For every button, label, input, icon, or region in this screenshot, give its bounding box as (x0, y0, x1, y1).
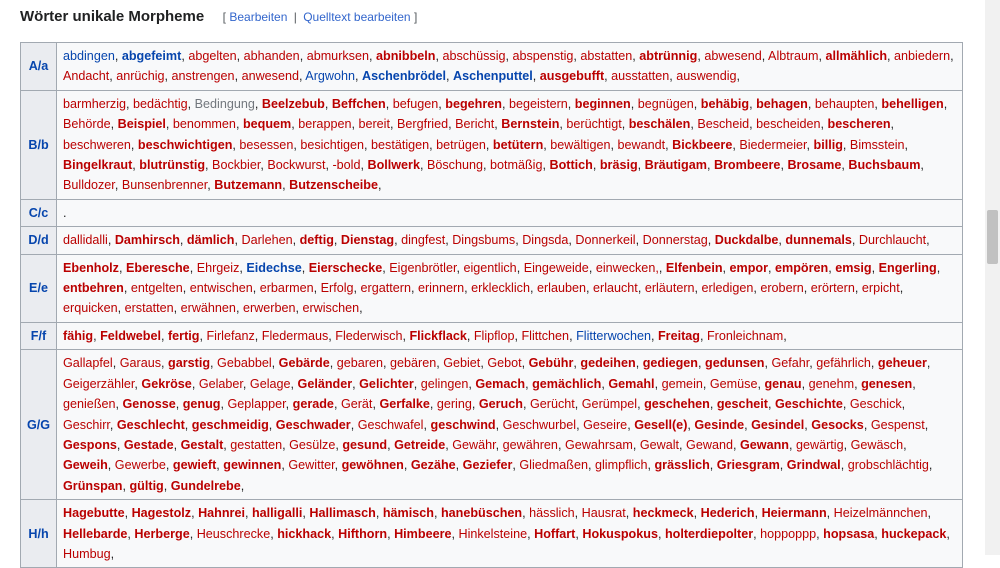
word-link[interactable]: erbarmen (259, 281, 314, 296)
word-link[interactable]: Ehrgeiz (196, 260, 240, 275)
word-link[interactable]: Humbug (63, 546, 111, 561)
word-link[interactable]: behagen (756, 96, 808, 111)
word-link[interactable]: Eierschecke (308, 260, 383, 275)
word-link[interactable]: erörtern (810, 281, 855, 296)
word-link[interactable]: Grindwal (786, 458, 841, 473)
word-link[interactable]: Gebühr (528, 356, 574, 371)
letter-label: C/c (21, 199, 57, 226)
word-link[interactable]: erwerben (242, 301, 296, 316)
word-link[interactable]: heckmeck (632, 506, 694, 521)
word-link[interactable]: Firlefanz (206, 328, 255, 343)
word-link[interactable]: gedunsen (705, 356, 765, 371)
word-link[interactable]: Duckdalbe (714, 233, 779, 248)
word-link[interactable]: Freitag (657, 328, 700, 343)
word-link[interactable]: erquicken (63, 301, 118, 316)
word-link[interactable]: entwischen (189, 281, 253, 296)
word-link[interactable]: gering (436, 397, 472, 412)
word-link[interactable]: erwischen (302, 301, 360, 316)
word-link[interactable]: hoppoppp (760, 526, 817, 541)
word-link[interactable]: betrügen (436, 137, 486, 152)
word-link[interactable]: Genosse (122, 397, 176, 412)
word-link[interactable]: billig (813, 137, 843, 152)
word-link[interactable]: Gewand (686, 437, 733, 452)
word-link[interactable]: grässlich (654, 458, 710, 473)
word-link[interactable]: bräsig (599, 158, 638, 173)
word-link[interactable]: Bickbeere (672, 137, 733, 152)
word-link[interactable]: garstig (168, 356, 211, 371)
word-link[interactable]: abtrünnig (639, 49, 698, 63)
word-link[interactable]: gemächlich (532, 376, 602, 391)
row-text: . (63, 205, 67, 220)
word-link[interactable]: begnügen (637, 96, 694, 111)
word-link[interactable]: Geschirr (63, 417, 110, 432)
word-link[interactable]: fertig (167, 328, 200, 343)
word-link[interactable]: Flederwisch (335, 328, 403, 343)
word-link[interactable]: Butzemann (214, 178, 283, 193)
word-link[interactable]: Gestalt (180, 437, 224, 452)
word-link[interactable]: bewandt (617, 137, 666, 152)
word-link[interactable]: auswendig (676, 69, 737, 84)
word-link[interactable]: Gespons (63, 437, 117, 452)
word-list: Ebenholz, Eberesche, Ehrgeiz, Eidechse, Eierschecke, Eigenbrötler, eigentlich, Eingeweide, einwecken,, Elfenbein, empor, empören, emsig, Engerling, entbehren, entgelten, entwischen, erbarmen, Erfolg, ergattern, erinnern, erklecklich, erlauben, erlaucht, erläutern, erledigen, erobern, erörtern, erpicht, erquicken, erstatten, erwähnen, erwerben, erwischen, (57, 254, 963, 322)
word-link[interactable]: Geweih (63, 458, 108, 473)
morpheme-table-body (21, 43, 963, 568)
word-link[interactable]: Hausrat (581, 506, 626, 521)
word-link[interactable]: genesen (861, 376, 913, 391)
word-link[interactable]: Hagestolz (131, 506, 192, 521)
word-link[interactable]: fähig (63, 328, 94, 343)
word-link[interactable]: Engerling (878, 260, 937, 275)
word-link[interactable]: erlauben (536, 281, 586, 296)
word-link[interactable]: Gesülze (289, 437, 336, 452)
word-link[interactable]: begeistern (508, 96, 568, 111)
word-link[interactable]: benommen (172, 117, 236, 132)
word-link[interactable]: Brombeere (713, 158, 781, 173)
word-link[interactable]: gerade (292, 397, 334, 412)
word-link[interactable]: Böschung (426, 158, 483, 173)
word-link[interactable]: Bunsenbrenner (121, 178, 208, 193)
word-link[interactable]: Hederich (700, 506, 755, 521)
word-link[interactable]: Damhirsch (114, 233, 180, 248)
word-link[interactable]: empor (729, 260, 769, 275)
word-link[interactable]: Griesgram (716, 458, 780, 473)
word-link[interactable]: Dingsda (522, 233, 569, 248)
word-link[interactable]: einwecken, (595, 260, 659, 275)
word-link[interactable]: abschüssig (442, 49, 506, 63)
open-bracket: [ (222, 10, 226, 24)
word-link[interactable]: berappen (298, 117, 352, 132)
word-link[interactable]: gewieft (172, 458, 217, 473)
word-link[interactable]: Ebenholz (63, 260, 119, 275)
word-link[interactable]: Gewähr (452, 437, 496, 452)
letter-label: F/f (21, 322, 57, 349)
word-link[interactable]: Gewäsch (850, 437, 904, 452)
word-link[interactable]: Flittchen (521, 328, 570, 343)
word-link[interactable]: berüchtigt (566, 117, 622, 132)
word-link[interactable]: Bulldozer (63, 178, 115, 193)
word-link[interactable]: abdingen (63, 49, 115, 63)
word-link[interactable]: anrüchig (116, 69, 165, 84)
word-link[interactable]: erstatten (124, 301, 174, 316)
letter-label: B/b (21, 90, 57, 199)
word-link[interactable]: ausstatten (611, 69, 670, 84)
word-link[interactable]: Bockwurst (267, 158, 326, 173)
word-link[interactable]: dämlich (186, 233, 235, 248)
word-link[interactable]: befugen (392, 96, 439, 111)
word-link[interactable]: Biedermeier (739, 137, 807, 152)
edit-separator: | (293, 10, 297, 24)
word-link[interactable]: abwesend (704, 49, 762, 63)
word-link[interactable]: anstrengen (171, 69, 235, 84)
word-link[interactable]: blutrünstig (139, 158, 206, 173)
word-link[interactable]: Bingelkraut (63, 158, 133, 173)
word-link[interactable]: gebaren (336, 356, 383, 371)
word-link[interactable]: Geschichte (774, 397, 843, 412)
word-link[interactable]: Elfenbein (665, 260, 723, 275)
word-link[interactable]: hässlich (529, 506, 575, 521)
word-link[interactable]: gebären (389, 356, 437, 371)
word-link[interactable]: beschälen (628, 117, 691, 132)
edit-section-links (223, 10, 418, 24)
word-link[interactable]: allmählich (825, 49, 888, 63)
word-link[interactable]: Gerät (340, 397, 373, 412)
word-link[interactable]: hopsasa (823, 526, 875, 541)
word-link[interactable]: entbehren (63, 281, 124, 296)
word-link[interactable]: erlaucht (593, 281, 638, 296)
letter-row (21, 254, 963, 322)
word-link[interactable]: Beffchen (331, 96, 386, 111)
word-link[interactable]: dunnemals (785, 233, 852, 248)
word-link[interactable]: Herberge (134, 526, 190, 541)
word-link[interactable]: Bockbier (212, 158, 261, 173)
word-link[interactable]: Gesindel (751, 417, 805, 432)
word-link[interactable]: Geschwurbel (502, 417, 577, 432)
word-link[interactable]: Gelage (249, 376, 291, 391)
word-link[interactable]: erobern (760, 281, 804, 296)
letter-label: E/e (21, 254, 57, 322)
word-link[interactable]: Geplapper (227, 397, 286, 412)
word-link[interactable]: geheuer (877, 356, 927, 371)
word-link[interactable]: erledigen (701, 281, 754, 296)
word-link[interactable]: genug (182, 397, 221, 412)
word-link[interactable]: Gewahrsam (564, 437, 633, 452)
word-link[interactable]: erläutern (644, 281, 695, 296)
word-link[interactable]: genehm (808, 376, 855, 391)
word-link[interactable]: Geigerzähler (63, 376, 135, 391)
word-link[interactable]: Hallimasch (309, 506, 376, 521)
word-link[interactable]: behelligen (881, 96, 944, 111)
word-link[interactable]: Bollwerk (367, 158, 420, 173)
word-link[interactable]: behäbig (700, 96, 750, 111)
word-link[interactable]: Hahnrei (198, 506, 245, 521)
word-link[interactable]: Erfolg (320, 281, 354, 296)
word-link[interactable]: Gallapfel (63, 356, 113, 371)
word-link[interactable]: Bimsstein (849, 137, 905, 152)
word-link[interactable]: bereit (358, 117, 390, 132)
word-link[interactable]: Garaus (119, 356, 162, 371)
word-link[interactable]: abspenstig (512, 49, 574, 63)
word-link[interactable]: Gekröse (141, 376, 192, 391)
word-link[interactable]: Beispiel (117, 117, 166, 132)
word-link[interactable]: Albtraum (768, 49, 819, 63)
word-link[interactable]: geschwind (430, 417, 496, 432)
word-link[interactable]: gelingen (420, 376, 469, 391)
letter-row (21, 199, 963, 226)
word-link[interactable]: Gesell(e) (634, 417, 688, 432)
close-bracket: ] (413, 10, 418, 24)
word-link[interactable]: Darlehen (241, 233, 293, 248)
word-list: dallidalli, Damhirsch, dämlich, Darlehen, deftig, Dienstag, dingfest, Dingsbums, Dingsda, Donnerkeil, Donnerstag, Duckdalbe, dunnemals, Durchlaucht, (57, 227, 963, 254)
word-link[interactable]: Gewerbe (114, 458, 166, 473)
word-link[interactable]: gescheit (716, 397, 768, 412)
word-link[interactable]: Gewann (739, 437, 789, 452)
word-link[interactable]: dingfest (401, 233, 446, 248)
word-link[interactable]: Geländer (297, 376, 353, 391)
word-link[interactable]: gewähren (502, 437, 558, 452)
edit-link[interactable]: Bearbeiten (229, 10, 288, 24)
word-link[interactable]: holterdiepolter (664, 526, 754, 541)
word-link[interactable]: Flitterwochen (576, 328, 651, 343)
word-link[interactable]: Bergfried (396, 117, 449, 132)
word-link[interactable]: Flipflop (473, 328, 515, 343)
word-link[interactable]: Geseire (583, 417, 628, 432)
word-link[interactable]: Argwohn (305, 69, 356, 84)
word-link[interactable]: Gemüse (709, 376, 758, 391)
word-link[interactable]: Eberesche (125, 260, 190, 275)
word-link[interactable]: Gebabbel (217, 356, 272, 371)
section-heading: Wörter unikale Morpheme (20, 8, 205, 25)
word-link[interactable]: Fledermaus (261, 328, 329, 343)
word-link[interactable]: Hagebutte (63, 506, 125, 521)
word-link[interactable]: begehren (445, 96, 502, 111)
word-link[interactable]: gewinnen (223, 458, 282, 473)
word-link[interactable]: Heizelmännchen (833, 506, 928, 521)
word-link[interactable]: Geruch (478, 397, 523, 412)
word-link[interactable]: Gestade (123, 437, 174, 452)
word-link[interactable]: Gerücht (529, 397, 575, 412)
word-link[interactable]: Bräutigam (644, 158, 707, 173)
word-link[interactable]: Himbeere (394, 526, 452, 541)
word-link[interactable]: anbiedern (894, 49, 951, 63)
word-link[interactable]: botmäßig (489, 158, 543, 173)
word-link[interactable]: Bernstein (501, 117, 560, 132)
word-link[interactable]: Donnerstag (642, 233, 708, 248)
word-link[interactable]: Geschick (849, 397, 902, 412)
word-link[interactable]: beschwichtigen (137, 137, 233, 152)
word-link[interactable]: Buchsbaum (848, 158, 921, 173)
word-link[interactable]: beschweren (63, 137, 131, 152)
word-link[interactable]: geschehen (644, 397, 710, 412)
word-link[interactable]: Gespenst (870, 417, 925, 432)
word-link[interactable]: bequem (242, 117, 292, 132)
word-link[interactable]: abgelten (188, 49, 237, 63)
word-link[interactable]: Aschenputtel (453, 69, 533, 84)
scrollbar-thumb[interactable] (987, 210, 998, 264)
word-link[interactable]: Dienstag (340, 233, 395, 248)
word-link[interactable]: Hinkelsteine (458, 526, 528, 541)
word-link[interactable]: Behörde (63, 117, 111, 132)
word-link[interactable]: ausgebufft (539, 69, 605, 84)
word-link[interactable]: Gebiet (443, 356, 481, 371)
word-link[interactable]: hickhack (277, 526, 332, 541)
edit-source-link[interactable]: Quelltext bearbeiten (303, 10, 411, 24)
word-link[interactable]: erklecklich (471, 281, 530, 296)
word-link[interactable]: Geschwafel (357, 417, 424, 432)
word-link[interactable]: Gesocks (811, 417, 864, 432)
word-link[interactable]: eigentlich (463, 260, 517, 275)
word-link[interactable]: bestätigen (371, 137, 430, 152)
word-link[interactable]: Heiermann (761, 506, 827, 521)
word-link[interactable]: Bericht (455, 117, 495, 132)
word-link[interactable]: Geziefer (462, 458, 513, 473)
word-link[interactable]: genau (764, 376, 802, 391)
word-link[interactable]: Gerümpel (581, 397, 638, 412)
word-link[interactable]: entgelten (130, 281, 183, 296)
word-link[interactable]: gestatten (230, 437, 283, 452)
word-link[interactable]: Eigenbrötler (389, 260, 457, 275)
vertical-scrollbar[interactable] (985, 0, 1000, 555)
word-link[interactable]: Gezähe (410, 458, 456, 473)
word-link[interactable]: abstatten (580, 49, 633, 63)
word-link[interactable]: Geschlecht (116, 417, 185, 432)
word-link[interactable]: Flickflack (409, 328, 467, 343)
word-link[interactable]: Bottich (549, 158, 593, 173)
word-link[interactable]: Gerfalke (379, 397, 430, 412)
word-link[interactable]: erinnern (417, 281, 465, 296)
word-link[interactable]: huckepack (881, 526, 947, 541)
word-link[interactable]: grobschlächtig (847, 458, 929, 473)
word-list: barmherzig, bedächtig, Bedingung, Beelzebub, Beffchen, befugen, begehren, begeistern, beginnen, begnügen, behäbig, behagen, behaupten, behelligen, Behörde, Beispiel, benommen, bequem, berappen, bereit, Bergfried, Bericht, Bernstein, berüchtigt, beschälen, Bescheid, bescheiden, bescheren, beschweren, beschwichtigen, besessen, besichtigen, bestätigen, betrügen, betütern, bewältigen, bewandt, Bickbeere, Biedermeier, billig, Bimsstein, Bingelkraut, blutrünstig, Bockbier, Bockwurst, -bold, Bollwerk, Böschung, botmäßig, Bottich, bräsig, Bräutigam, Brombeere, Brosame, Buchsbaum, Bulldozer, Bunsenbrenner, Butzemann, Butzenscheibe, (57, 90, 963, 199)
word-link[interactable]: gedeihen (580, 356, 636, 371)
word-link[interactable]: Gliedmaßen (519, 458, 588, 473)
word-link[interactable]: abhanden (243, 49, 300, 63)
word-link[interactable]: halligalli (251, 506, 303, 521)
word-link[interactable]: Beelzebub (261, 96, 325, 111)
word-link[interactable]: Fronleichnam (706, 328, 784, 343)
word-link[interactable]: Durchlaucht (858, 233, 927, 248)
word-link[interactable]: abmurksen (306, 49, 369, 63)
word-link[interactable]: emsig (835, 260, 872, 275)
word-link[interactable]: Gewitter (288, 458, 335, 473)
word-link[interactable]: Gewalt (639, 437, 680, 452)
word-link[interactable]: Getreide (394, 437, 446, 452)
word-link[interactable]: Andacht (63, 69, 110, 84)
word-link[interactable]: Hoffart (534, 526, 576, 541)
word-list: Gallapfel, Garaus, garstig, Gebabbel, Gebärde, gebaren, gebären, Gebiet, Gebot, Gebühr, gedeihen, gediegen, gedunsen, Gefahr, gefährlich, geheuer, Geigerzähler, Gekröse, Gelaber, Gelage, Geländer, Gelichter, gelingen, Gemach, gemächlich, Gemahl, gemein, Gemüse, genau, genehm, genesen, genießen, Genosse, genug, Geplapper, gerade, Gerät, Gerfalke, gering, Geruch, Gerücht, Gerümpel, geschehen, gescheit, Geschichte, Geschick, Geschirr, Geschlecht, geschmeidig, Geschwader, Geschwafel, geschwind, Geschwurbel, Geseire, Gesell(e), Gesinde, Gesindel, Gesocks, Gespenst, Gespons, Gestade, Gestalt, gestatten, Gesülze, gesund, Getreide, Gewähr, gewähren, Gewahrsam, Gewalt, Gewand, Gewann, gewärtig, Gewäsch, Geweih, Gewerbe, gewieft, gewinnen, Gewitter, gewöhnen, Gezähe, Geziefer, Gliedmaßen, glimpflich, grässlich, Griesgram, Grindwal, grobschlächtig, Grünspan, gültig, Gundelrebe, (57, 350, 963, 500)
word-link[interactable]: gewärtig (795, 437, 844, 452)
word-link[interactable]: gediegen (642, 356, 698, 371)
word-link[interactable]: Feldwebel (100, 328, 161, 343)
word-link[interactable]: bescheren (827, 117, 891, 132)
word-link[interactable]: ergattern (360, 281, 411, 296)
word-link[interactable]: erwähnen (180, 301, 236, 316)
word-link[interactable]: hanebüschen (440, 506, 523, 521)
word-link[interactable]: deftig (299, 233, 334, 248)
word-link[interactable]: glimpflich (594, 458, 648, 473)
word-list: fähig, Feldwebel, fertig, Firlefanz, Fledermaus, Flederwisch, Flickflack, Flipflop, Flittchen, Flitterwochen, Freitag, Fronleichnam, (57, 322, 963, 349)
word-link[interactable]: Grünspan (63, 478, 123, 493)
word-link[interactable]: Hellebarde (63, 526, 128, 541)
section-heading-row (20, 8, 417, 28)
word-link[interactable]: Heuschrecke (196, 526, 271, 541)
word-link[interactable]: gewöhnen (341, 458, 404, 473)
word-link[interactable]: -bold (332, 158, 361, 173)
word-link[interactable]: Eingeweide (523, 260, 589, 275)
word-link[interactable]: beginnen (574, 96, 631, 111)
word-link[interactable]: betütern (492, 137, 544, 152)
word-link[interactable]: Hokuspokus (582, 526, 658, 541)
word-link[interactable]: abnibbeln (376, 49, 436, 63)
word-link[interactable]: Geschwader (275, 417, 351, 432)
word-link[interactable]: Dingsbums (452, 233, 516, 248)
letter-label: H/h (21, 500, 57, 568)
word-link[interactable]: gültig (129, 478, 164, 493)
word-list: Hagebutte, Hagestolz, Hahnrei, halligalli, Hallimasch, hämisch, hanebüschen, hässlich, Hausrat, heckmeck, Hederich, Heiermann, Heizelmännchen, Hellebarde, Herberge, Heuschrecke, hickhack, Hifthorn, Himbeere, Hinkelsteine, Hoffart, Hokuspokus, holterdiepolter, hoppoppp, hopsasa, huckepack, Humbug, (57, 500, 963, 568)
word-link[interactable]: Gundelrebe (170, 478, 241, 493)
letter-label: G/G (21, 350, 57, 500)
word-link[interactable]: Aschenbrödel (362, 69, 446, 84)
letter-label: D/d (21, 227, 57, 254)
word-link[interactable]: Gemach (475, 376, 526, 391)
word-link[interactable]: Brosame (787, 158, 842, 173)
word-link[interactable]: behaupten (814, 96, 875, 111)
letter-label: A/a (21, 43, 57, 91)
word-link[interactable]: gesund (342, 437, 388, 452)
word-link[interactable]: empören (775, 260, 829, 275)
word-link[interactable]: besichtigen (300, 137, 365, 152)
word-link[interactable]: bewältigen (550, 137, 611, 152)
word-link[interactable]: Gemahl (608, 376, 655, 391)
word-link[interactable]: dallidalli (63, 233, 108, 248)
word-link[interactable]: erpicht (861, 281, 900, 296)
word-link[interactable]: Bescheid (697, 117, 750, 132)
word-link[interactable]: Bedingung (194, 96, 255, 111)
word-link[interactable]: Hifthorn (338, 526, 388, 541)
word-link[interactable]: genießen (63, 397, 116, 412)
word-link[interactable]: Donnerkeil (575, 233, 636, 248)
word-link[interactable]: abgefeimt (121, 49, 182, 63)
word-link[interactable]: bedächtig (133, 96, 188, 111)
word-link[interactable]: Eidechse (246, 260, 302, 275)
letter-row (21, 227, 963, 254)
word-link[interactable]: barmherzig (63, 96, 126, 111)
letter-row (21, 90, 963, 199)
word-list (57, 199, 963, 226)
word-link[interactable]: Butzenscheibe (289, 178, 379, 193)
word-link[interactable]: Gelichter (359, 376, 414, 391)
word-link[interactable]: Gefahr (771, 356, 810, 371)
word-link[interactable]: Gesinde (694, 417, 745, 432)
word-link[interactable]: Gelaber (198, 376, 243, 391)
word-link[interactable]: anwesend (241, 69, 299, 84)
letter-row (21, 322, 963, 349)
morpheme-table (20, 42, 963, 568)
letter-row (21, 500, 963, 568)
word-link[interactable]: hämisch (382, 506, 434, 521)
letter-row (21, 43, 963, 91)
word-link[interactable]: Gebot (487, 356, 522, 371)
word-list: abdingen, abgefeimt, abgelten, abhanden, abmurksen, abnibbeln, abschüssig, abspenstig, abstatten, abtrünnig, abwesend, Albtraum, allmählich, anbiedern, Andacht, anrüchig, anstrengen, anwesend, Argwohn, Aschenbrödel, Aschenputtel, ausgebufft, ausstatten, auswendig, (57, 43, 963, 91)
letter-row (21, 350, 963, 500)
word-link[interactable]: bescheiden (756, 117, 821, 132)
word-link[interactable]: Gebärde (278, 356, 330, 371)
word-link[interactable]: gemein (661, 376, 703, 391)
word-link[interactable]: gefährlich (816, 356, 871, 371)
word-link[interactable]: geschmeidig (191, 417, 269, 432)
word-link[interactable]: besessen (239, 137, 294, 152)
